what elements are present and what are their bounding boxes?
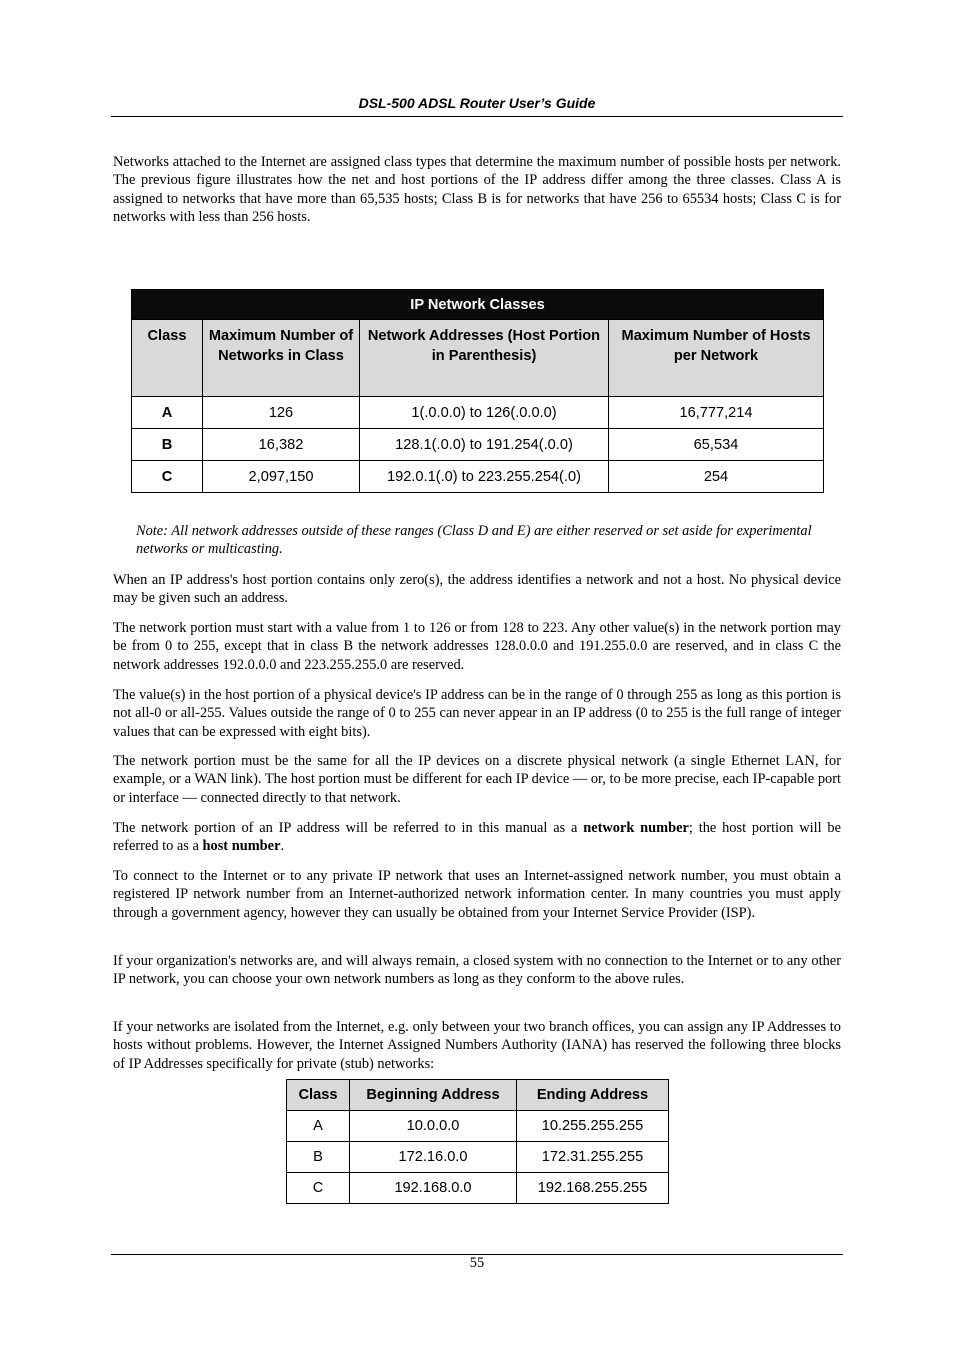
column-header: Maximum Number of Networks in Class <box>203 320 360 397</box>
column-header: Class <box>132 320 203 397</box>
table-cell: 1(.0.0.0) to 126(.0.0.0) <box>360 397 609 429</box>
table-row <box>132 461 824 493</box>
network-number-term: network number <box>583 820 689 836</box>
column-header: Beginning Address <box>350 1080 517 1111</box>
table-cell: 192.168.255.255 <box>517 1173 669 1204</box>
table-cell: 192.0.1(.0) to 223.255.254(.0) <box>360 461 609 493</box>
table-row <box>132 397 824 429</box>
table-cell: C <box>132 461 203 493</box>
host-number-term: host number <box>202 838 281 855</box>
table-cell: A <box>287 1111 350 1142</box>
table-cell: C <box>287 1173 350 1204</box>
table-cell: 192.168.0.0 <box>350 1173 517 1204</box>
table-row <box>287 1173 669 1204</box>
network-portion-paragraph: The network portion must start with a value from 1 to 126 or from 128 to 223. Any other value(s) in the network portion may be from 0 to 255, except that in class B the network addresses 128.0.0.0 and 191.255.0.0 are reserved, and in class C the network addresses 192.0.0.0 and 223.255.255.0 are reserved. <box>113 620 841 673</box>
table-cell: 126 <box>203 397 360 429</box>
terms-paragraph <box>113 819 841 856</box>
host-values-paragraph: The value(s) in the host portion of a physical device's IP address can be in the range of 0 through 255 as long as this portion is not all-0 or all-255. Values outside the range of 0 to 255 can never appear in an IP address (0 to 255 is the full range of integer values that can be expressed with eight bits). <box>113 687 841 740</box>
column-header: Class <box>287 1080 350 1111</box>
table-title-row <box>132 290 824 320</box>
table-cell: B <box>287 1142 350 1173</box>
terms-text: ; the host portion will be referred to as a <box>113 820 841 855</box>
header-rule <box>111 116 843 117</box>
host-zero-paragraph: When an IP address's host portion contains only zero(s), the address identifies a network and not a host. No physical device may be given such an address. <box>113 572 841 607</box>
table-cell: 172.16.0.0 <box>350 1142 517 1173</box>
private-address-table <box>286 1079 669 1204</box>
table-row <box>287 1142 669 1173</box>
table-cell: B <box>132 429 203 461</box>
table-header-row <box>287 1080 669 1111</box>
table-title: IP Network Classes <box>132 290 824 320</box>
closed-system-paragraph: If your organization's networks are, and will always remain, a closed system with no connection to the Internet or to any other IP network, you can choose your own network numbers as long as they conform to the above rules. <box>113 953 841 988</box>
column-header: Maximum Number of Hosts per Network <box>609 320 824 397</box>
table-cell: 16,382 <box>203 429 360 461</box>
register-paragraph: To connect to the Internet or to any private IP network that uses an Internet-assigned network number, you must obtain a registered IP network number from an Internet-authorized network information center. In many countries you must apply through a government agency, however they can usually be obtained from your Internet Service Provider (ISP). <box>113 868 841 921</box>
table-cell: 10.0.0.0 <box>350 1111 517 1142</box>
table-header-row <box>132 320 824 397</box>
table-cell: 254 <box>609 461 824 493</box>
table-cell: A <box>132 397 203 429</box>
running-header: DSL-500 ADSL Router User’s Guide <box>358 95 596 111</box>
terms-text: The network portion of an IP address will be referred to in this manual as a <box>113 820 584 836</box>
same-network-paragraph: The network portion must be the same for all the IP devices on a discrete physical network (a single Ethernet LAN, for example, or a WAN link). The host portion must be different for each IP device — or, to be more precise, each IP-capable port or interface — connected directly to that network. <box>113 753 841 806</box>
table-cell: 65,534 <box>609 429 824 461</box>
table-cell: 172.31.255.255 <box>517 1142 669 1173</box>
ip-network-classes-table <box>131 289 824 493</box>
table-cell: 10.255.255.255 <box>517 1111 669 1142</box>
terms-text: . <box>280 838 285 855</box>
table-cell: 128.1(.0.0) to 191.254(.0.0) <box>360 429 609 461</box>
column-header: Ending Address <box>517 1080 669 1111</box>
isolated-networks-paragraph: If your networks are isolated from the Internet, e.g. only between your two branch offices, you can assign any IP Addresses to hosts without problems. However, the Internet Assigned Numbers Authority (IANA) has reserved the following three blocks of IP Addresses specifically for private (stub) networks: <box>113 1019 841 1072</box>
table-cell: 16,777,214 <box>609 397 824 429</box>
column-header: Network Addresses (Host Portion in Parenthesis) <box>360 320 609 397</box>
intro-paragraph: Networks attached to the Internet are assigned class types that determine the maximum number of possible hosts per network. The previous figure illustrates how the net and host portions of the IP address differ among the three classes. Class A is assigned to networks that have more than 65,535 hosts; Class B is for networks that have 256 to 65534 hosts; Class C is for networks with less than 256 hosts. <box>113 154 841 226</box>
table-cell: 2,097,150 <box>203 461 360 493</box>
table-row <box>287 1111 669 1142</box>
table-row <box>132 429 824 461</box>
note-text: Note: All network addresses outside of these ranges (Class D and E) are either reserved or set aside for experimental networks or multicasting. <box>136 523 812 558</box>
page-number: 55 <box>469 1255 485 1271</box>
